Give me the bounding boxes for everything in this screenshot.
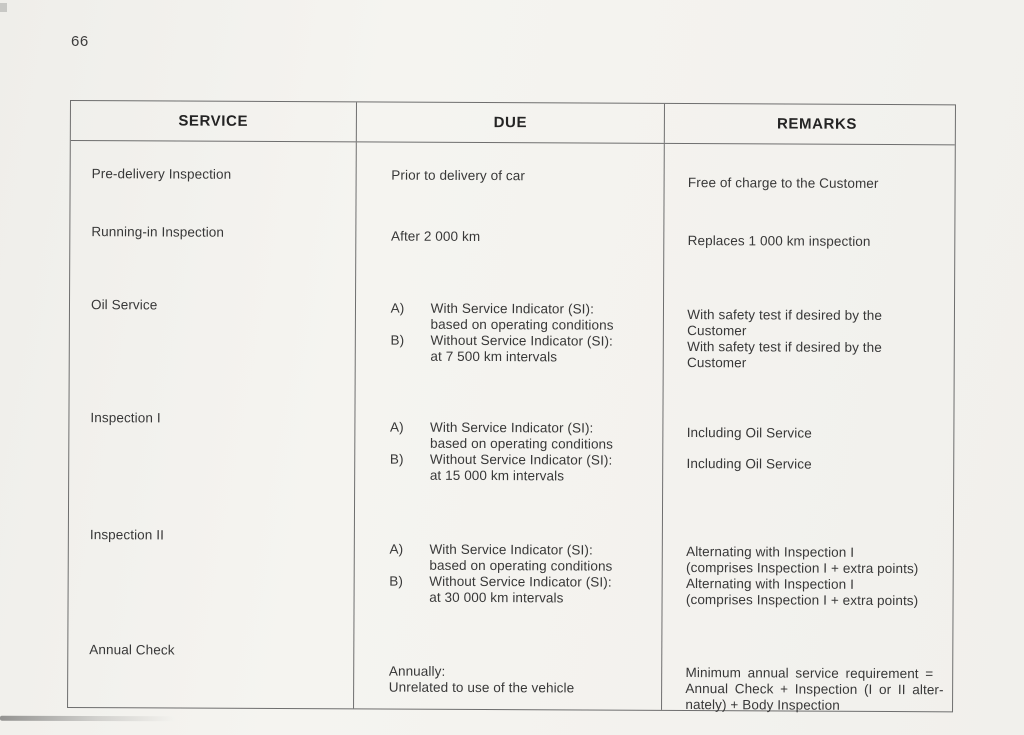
due-cell bbox=[391, 229, 480, 245]
text-line: With safety test if desired by the bbox=[687, 339, 882, 355]
service-name-pre-delivery: Pre-delivery Inspection bbox=[91, 166, 232, 182]
header-service: SERVICE bbox=[178, 112, 249, 130]
remark-paragraph bbox=[687, 307, 882, 372]
option-lines bbox=[430, 333, 613, 366]
list-marker: B) bbox=[389, 573, 404, 589]
list-marker: A) bbox=[389, 541, 404, 557]
text-line: Minimum annual service requirement = bbox=[685, 665, 934, 682]
text-line: at 7 500 km intervals bbox=[430, 348, 558, 365]
text-line: Including Oil Service bbox=[686, 456, 812, 472]
due-option-a bbox=[391, 301, 614, 334]
due-cell bbox=[390, 301, 613, 366]
text-line: Without Service Indicator (SI): bbox=[429, 451, 613, 468]
text-line: Free of charge to the Customer bbox=[687, 175, 879, 191]
text-line: based on operating conditions bbox=[430, 316, 614, 333]
service-name-running-in: Running-in Inspection bbox=[91, 224, 225, 240]
due-cell bbox=[389, 664, 575, 697]
text-line: nately) + Body Inspection bbox=[685, 697, 840, 713]
option-lines bbox=[431, 301, 614, 334]
service-name-annual-check: Annual Check bbox=[89, 642, 175, 658]
due-option-b bbox=[389, 574, 612, 607]
service-name-inspection-2: Inspection II bbox=[89, 527, 165, 543]
due-option-b bbox=[390, 333, 613, 366]
remarks-cell bbox=[685, 665, 943, 714]
text-line: Customer bbox=[687, 323, 747, 339]
text-line: at 30 000 km intervals bbox=[429, 589, 564, 606]
remark-paragraph bbox=[687, 456, 812, 473]
due-option-a bbox=[389, 542, 612, 575]
due-cell bbox=[390, 420, 613, 485]
remarks-column bbox=[661, 144, 954, 711]
text-line: Alternating with Inspection I bbox=[685, 576, 855, 592]
service-schedule-table bbox=[67, 100, 956, 712]
table-header-row bbox=[71, 101, 955, 145]
text-line: Without Service Indicator (SI): bbox=[429, 573, 612, 590]
text-line: (comprises Inspection I + extra points) bbox=[686, 560, 919, 577]
text-line: With Service Indicator (SI): bbox=[429, 541, 593, 558]
due-cell bbox=[389, 542, 612, 607]
text-line: With Service Indicator (SI): bbox=[430, 419, 594, 436]
service-name-oil-service: Oil Service bbox=[90, 297, 158, 313]
text-line: Customer bbox=[687, 355, 747, 371]
page-number: 66 bbox=[71, 33, 89, 50]
header-remarks: REMARKS bbox=[664, 104, 955, 144]
remarks-cell bbox=[688, 233, 871, 250]
list-marker: B) bbox=[390, 332, 405, 348]
option-lines bbox=[429, 542, 612, 575]
remarks-cell bbox=[687, 425, 812, 473]
list-marker: A) bbox=[390, 300, 405, 316]
text-line: With safety test if desired by the bbox=[687, 307, 883, 323]
due-cell bbox=[391, 168, 525, 185]
text-line: With Service Indicator (SI): bbox=[430, 300, 595, 317]
text-line: After 2 000 km bbox=[390, 228, 481, 245]
remarks-cell bbox=[686, 544, 919, 609]
list-marker: A) bbox=[390, 419, 404, 435]
remarks-cell bbox=[688, 175, 879, 192]
remark-paragraph bbox=[685, 665, 943, 714]
option-lines bbox=[430, 420, 613, 453]
text-line: Annual Check + Inspection (I or II alter- bbox=[685, 681, 944, 698]
text-line: (comprises Inspection I + extra points) bbox=[685, 592, 919, 609]
option-lines bbox=[429, 574, 612, 607]
text-line: Annually: bbox=[388, 663, 446, 679]
table-body bbox=[68, 141, 955, 711]
header-due: DUE bbox=[355, 102, 664, 143]
text-line: based on operating conditions bbox=[429, 435, 614, 452]
remark-paragraph bbox=[687, 425, 812, 442]
service-name-inspection-1: Inspection I bbox=[90, 410, 161, 426]
remark-paragraph bbox=[686, 544, 919, 609]
text-line: Alternating with Inspection I bbox=[686, 544, 855, 560]
text-line: Unrelated to use of the vehicle bbox=[388, 679, 575, 696]
text-line: Replaces 1 000 km inspection bbox=[687, 233, 871, 249]
text-line: based on operating conditions bbox=[429, 557, 613, 574]
due-option-a bbox=[390, 420, 613, 453]
service-column bbox=[68, 141, 355, 708]
text-line: Without Service Indicator (SI): bbox=[430, 332, 613, 349]
option-lines bbox=[430, 452, 613, 485]
text-line: at 15 000 km intervals bbox=[429, 467, 565, 484]
due-option-b bbox=[390, 452, 613, 485]
scan-artifact-bottom bbox=[0, 716, 175, 722]
text-line: Prior to delivery of car bbox=[391, 167, 526, 184]
remark-paragraph bbox=[688, 175, 879, 192]
remarks-cell bbox=[687, 307, 882, 372]
remark-paragraph bbox=[688, 233, 871, 250]
due-column bbox=[353, 142, 664, 710]
list-marker: B) bbox=[389, 451, 404, 467]
text-line: Including Oil Service bbox=[686, 425, 812, 441]
scan-artifact-top bbox=[0, 3, 7, 12]
